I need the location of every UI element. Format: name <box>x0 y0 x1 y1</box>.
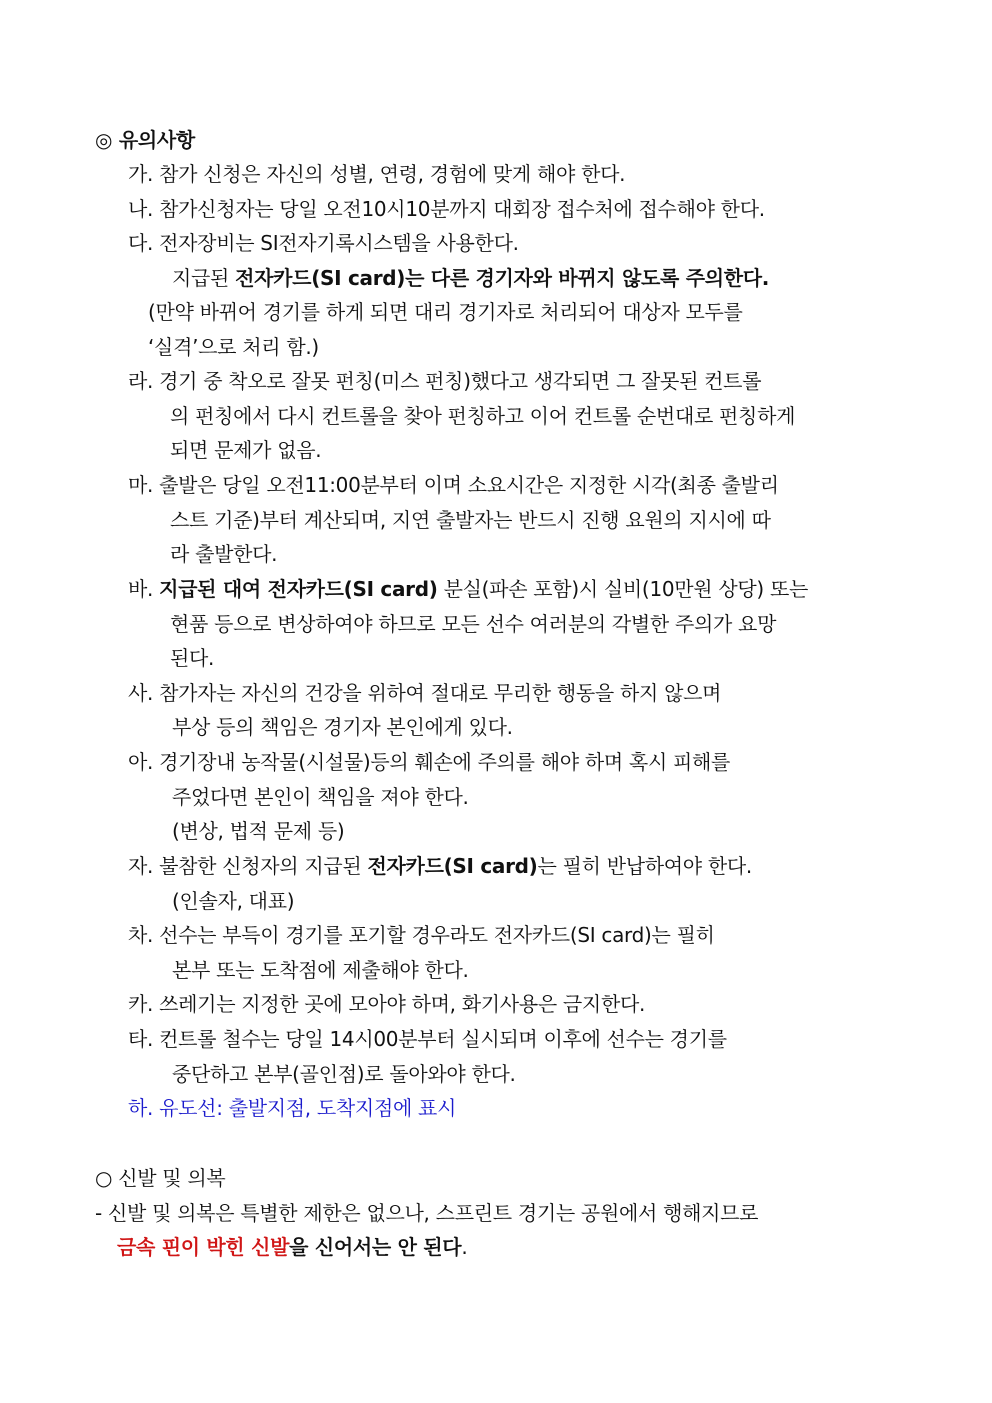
item-ha: 하. 유도선: 출발지점, 도착지점에 표시 <box>128 1096 457 1120</box>
item-cha-line1: 차. 선수는 부득이 경기를 포기할 경우라도 전자카드(SI card)는 필히 <box>128 923 715 947</box>
item-a-line3: (변상, 법적 문제 등) <box>172 819 345 843</box>
shoes-line1: - 신발 및 의복은 특별한 제한은 없으나, 스프린트 경기는 공원에서 행해지므로 <box>95 1201 759 1225</box>
item-na: 나. 참가신청자는 당일 오전10시10분까지 대회장 접수처에 접수해야 한다. <box>128 197 765 221</box>
item-ta-line1: 타. 컨트롤 철수는 당일 14시00분부터 실시되며 이후에 선수는 경기를 <box>128 1027 727 1051</box>
item-da-line3: (만약 바뀌어 경기를 하게 되면 대리 경기자로 처리되어 대상자 모두를 <box>148 300 743 324</box>
item-ja-line1 <box>128 851 752 881</box>
section-heading-shoes: ○ 신발 및 의복 <box>95 1166 226 1190</box>
item-ma-line3: 라 출발한다. <box>170 542 278 566</box>
item-ma-line2: 스트 기준)부터 계산되며, 지연 출발자는 반드시 진행 요원의 지시에 따 <box>170 508 771 532</box>
shoes-warning-bold: 을 신어서는 안 된다 <box>289 1235 462 1259</box>
item-a-line2: 주었다면 본인이 책임을 져야 한다. <box>172 785 469 809</box>
item-ja-text: 자. 불참한 신청자의 지급된 <box>128 854 368 878</box>
item-ba-line1 <box>128 574 808 604</box>
item-ma-line1: 마. 출발은 당일 오전11:00분부터 이며 소요시간은 지정한 시각(최종 출발리 <box>128 473 779 497</box>
item-da-line2-bold: 전자카드(SI card)는 다른 경기자와 바뀌지 않도록 주의한다. <box>235 266 770 290</box>
item-ba-line3: 된다. <box>170 646 215 670</box>
item-ja-rest: 는 필히 반납하여야 한다. <box>537 854 752 878</box>
item-a-line1: 아. 경기장내 농작물(시설물)등의 훼손에 주의를 해야 하며 혹시 피해를 <box>128 750 731 774</box>
item-ga: 가. 참가 신청은 자신의 성별, 연령, 경험에 맞게 해야 한다. <box>128 162 626 186</box>
item-ra-line3: 되면 문제가 없음. <box>170 438 322 462</box>
item-ra-line1: 라. 경기 중 착오로 잘못 펀칭(미스 펀칭)했다고 생각되면 그 잘못된 컨트롤 <box>128 369 762 393</box>
item-da-line1: 다. 전자장비는 SI전자기록시스템을 사용한다. <box>128 231 519 255</box>
item-da-line2-text: 지급된 <box>172 266 236 290</box>
item-ta-line2: 중단하고 본부(골인점)로 돌아와야 한다. <box>172 1062 516 1086</box>
shoes-warning-red: 금속 핀이 박힌 신발 <box>117 1235 290 1259</box>
item-da-line2 <box>172 263 769 293</box>
item-da-line4: ‘실격’으로 처리 함.) <box>148 335 319 359</box>
item-ba-rest: 분실(파손 포함)시 실비(10만원 상당) 또는 <box>437 577 809 601</box>
item-ba-label: 바. <box>128 577 160 601</box>
shoes-warning-end: . <box>461 1235 468 1259</box>
section-heading-notes: ◎ 유의사항 <box>95 128 195 152</box>
item-ra-line2: 의 펀칭에서 다시 컨트롤을 찾아 펀칭하고 이어 컨트롤 순번대로 펀칭하게 <box>170 404 796 428</box>
item-ba-line2: 현품 등으로 변상하여야 하므로 모든 선수 여러분의 각별한 주의가 요망 <box>170 612 777 636</box>
item-sa-line1: 사. 참가자는 자신의 건강을 위하여 절대로 무리한 행동을 하지 않으며 <box>128 681 722 705</box>
item-ba-bold: 지급된 대여 전자카드(SI card) <box>159 577 438 601</box>
item-cha-line2: 본부 또는 도착점에 제출해야 한다. <box>172 958 469 982</box>
shoes-line2 <box>117 1232 467 1262</box>
item-ja-line2: (인솔자, 대표) <box>172 889 295 913</box>
item-sa-line2: 부상 등의 책임은 경기자 본인에게 있다. <box>172 715 513 739</box>
item-ka: 카. 쓰레기는 지정한 곳에 모아야 하며, 화기사용은 금지한다. <box>128 992 646 1016</box>
item-ja-bold: 전자카드(SI card) <box>367 854 538 878</box>
